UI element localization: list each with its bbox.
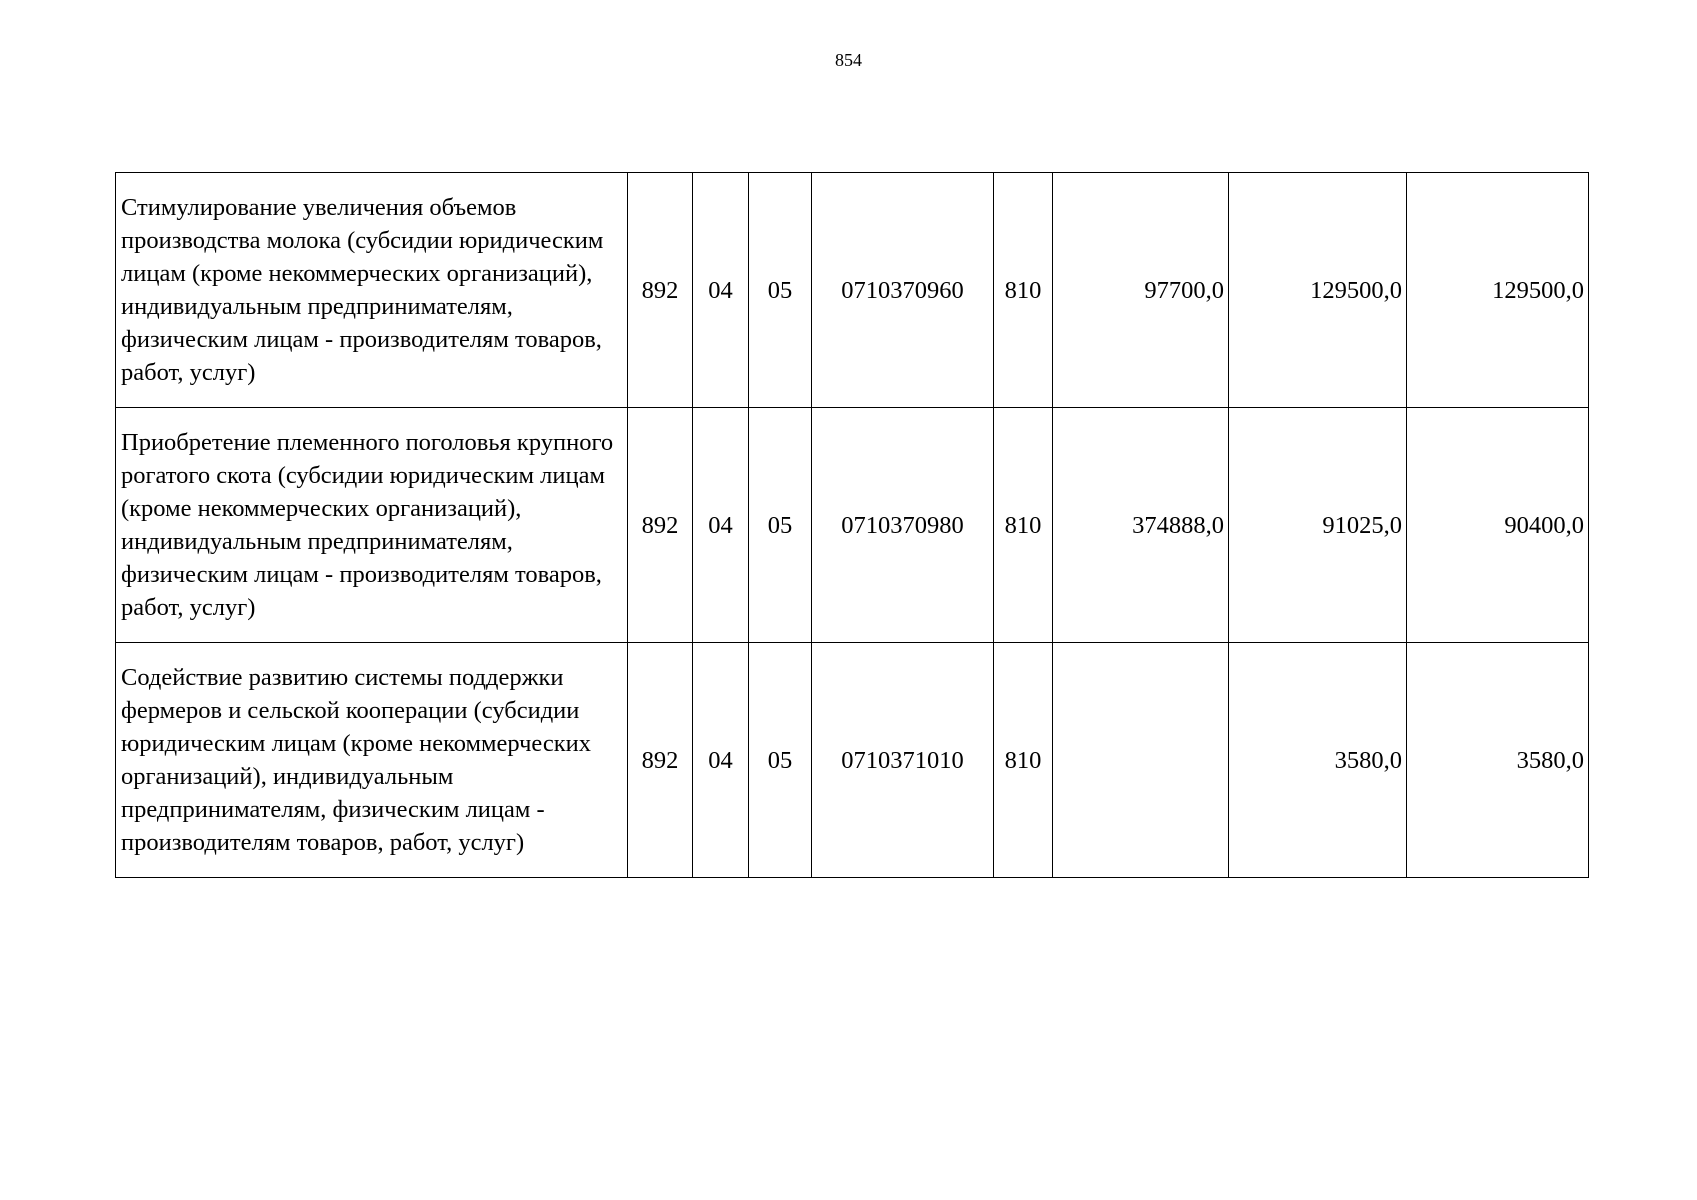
row-name-cell: Приобретение племенного поголовья крупного рогатого скота (субсидии юридическим лицам (кроме некоммерческих организаций), индивидуальным предпринимателям, физическим лицам - производителям товаров, работ, услуг) [116, 408, 628, 643]
table-row [116, 408, 1589, 643]
budget-table [115, 172, 1589, 878]
amount-1-cell: 97700,0 [1053, 173, 1229, 408]
page-number: 854 [835, 50, 862, 70]
section-code-cell: 04 [693, 643, 749, 878]
amount-1-cell [1053, 643, 1229, 878]
target-article-cell: 0710370980 [812, 408, 994, 643]
amount-2-cell: 91025,0 [1229, 408, 1407, 643]
amount-1-cell: 374888,0 [1053, 408, 1229, 643]
amount-2-cell: 129500,0 [1229, 173, 1407, 408]
ministry-code-cell: 892 [628, 643, 693, 878]
section-code-cell: 04 [693, 173, 749, 408]
target-article-cell: 0710370960 [812, 173, 994, 408]
ministry-code-cell: 892 [628, 173, 693, 408]
row-name-cell: Стимулирование увеличения объемов производства молока (субсидии юридическим лицам (кроме некоммерческих организаций), индивидуальным предпринимателям, физическим лицам - производителям товаров, работ, услуг) [116, 173, 628, 408]
subsection-code-cell: 05 [749, 408, 812, 643]
amount-2-cell: 3580,0 [1229, 643, 1407, 878]
section-code-cell: 04 [693, 408, 749, 643]
row-name-cell: Содействие развитию системы поддержки фермеров и сельской кооперации (субсидии юридическим лицам (кроме некоммерческих организаций), индивидуальным предпринимателям, физическим лицам - производителям товаров, работ, услуг) [116, 643, 628, 878]
target-article-cell: 0710371010 [812, 643, 994, 878]
amount-3-cell: 3580,0 [1407, 643, 1589, 878]
expense-type-cell: 810 [994, 173, 1053, 408]
subsection-code-cell: 05 [749, 173, 812, 408]
amount-3-cell: 90400,0 [1407, 408, 1589, 643]
amount-3-cell: 129500,0 [1407, 173, 1589, 408]
table-row [116, 643, 1589, 878]
ministry-code-cell: 892 [628, 408, 693, 643]
table-row [116, 173, 1589, 408]
subsection-code-cell: 05 [749, 643, 812, 878]
expense-type-cell: 810 [994, 643, 1053, 878]
expense-type-cell: 810 [994, 408, 1053, 643]
